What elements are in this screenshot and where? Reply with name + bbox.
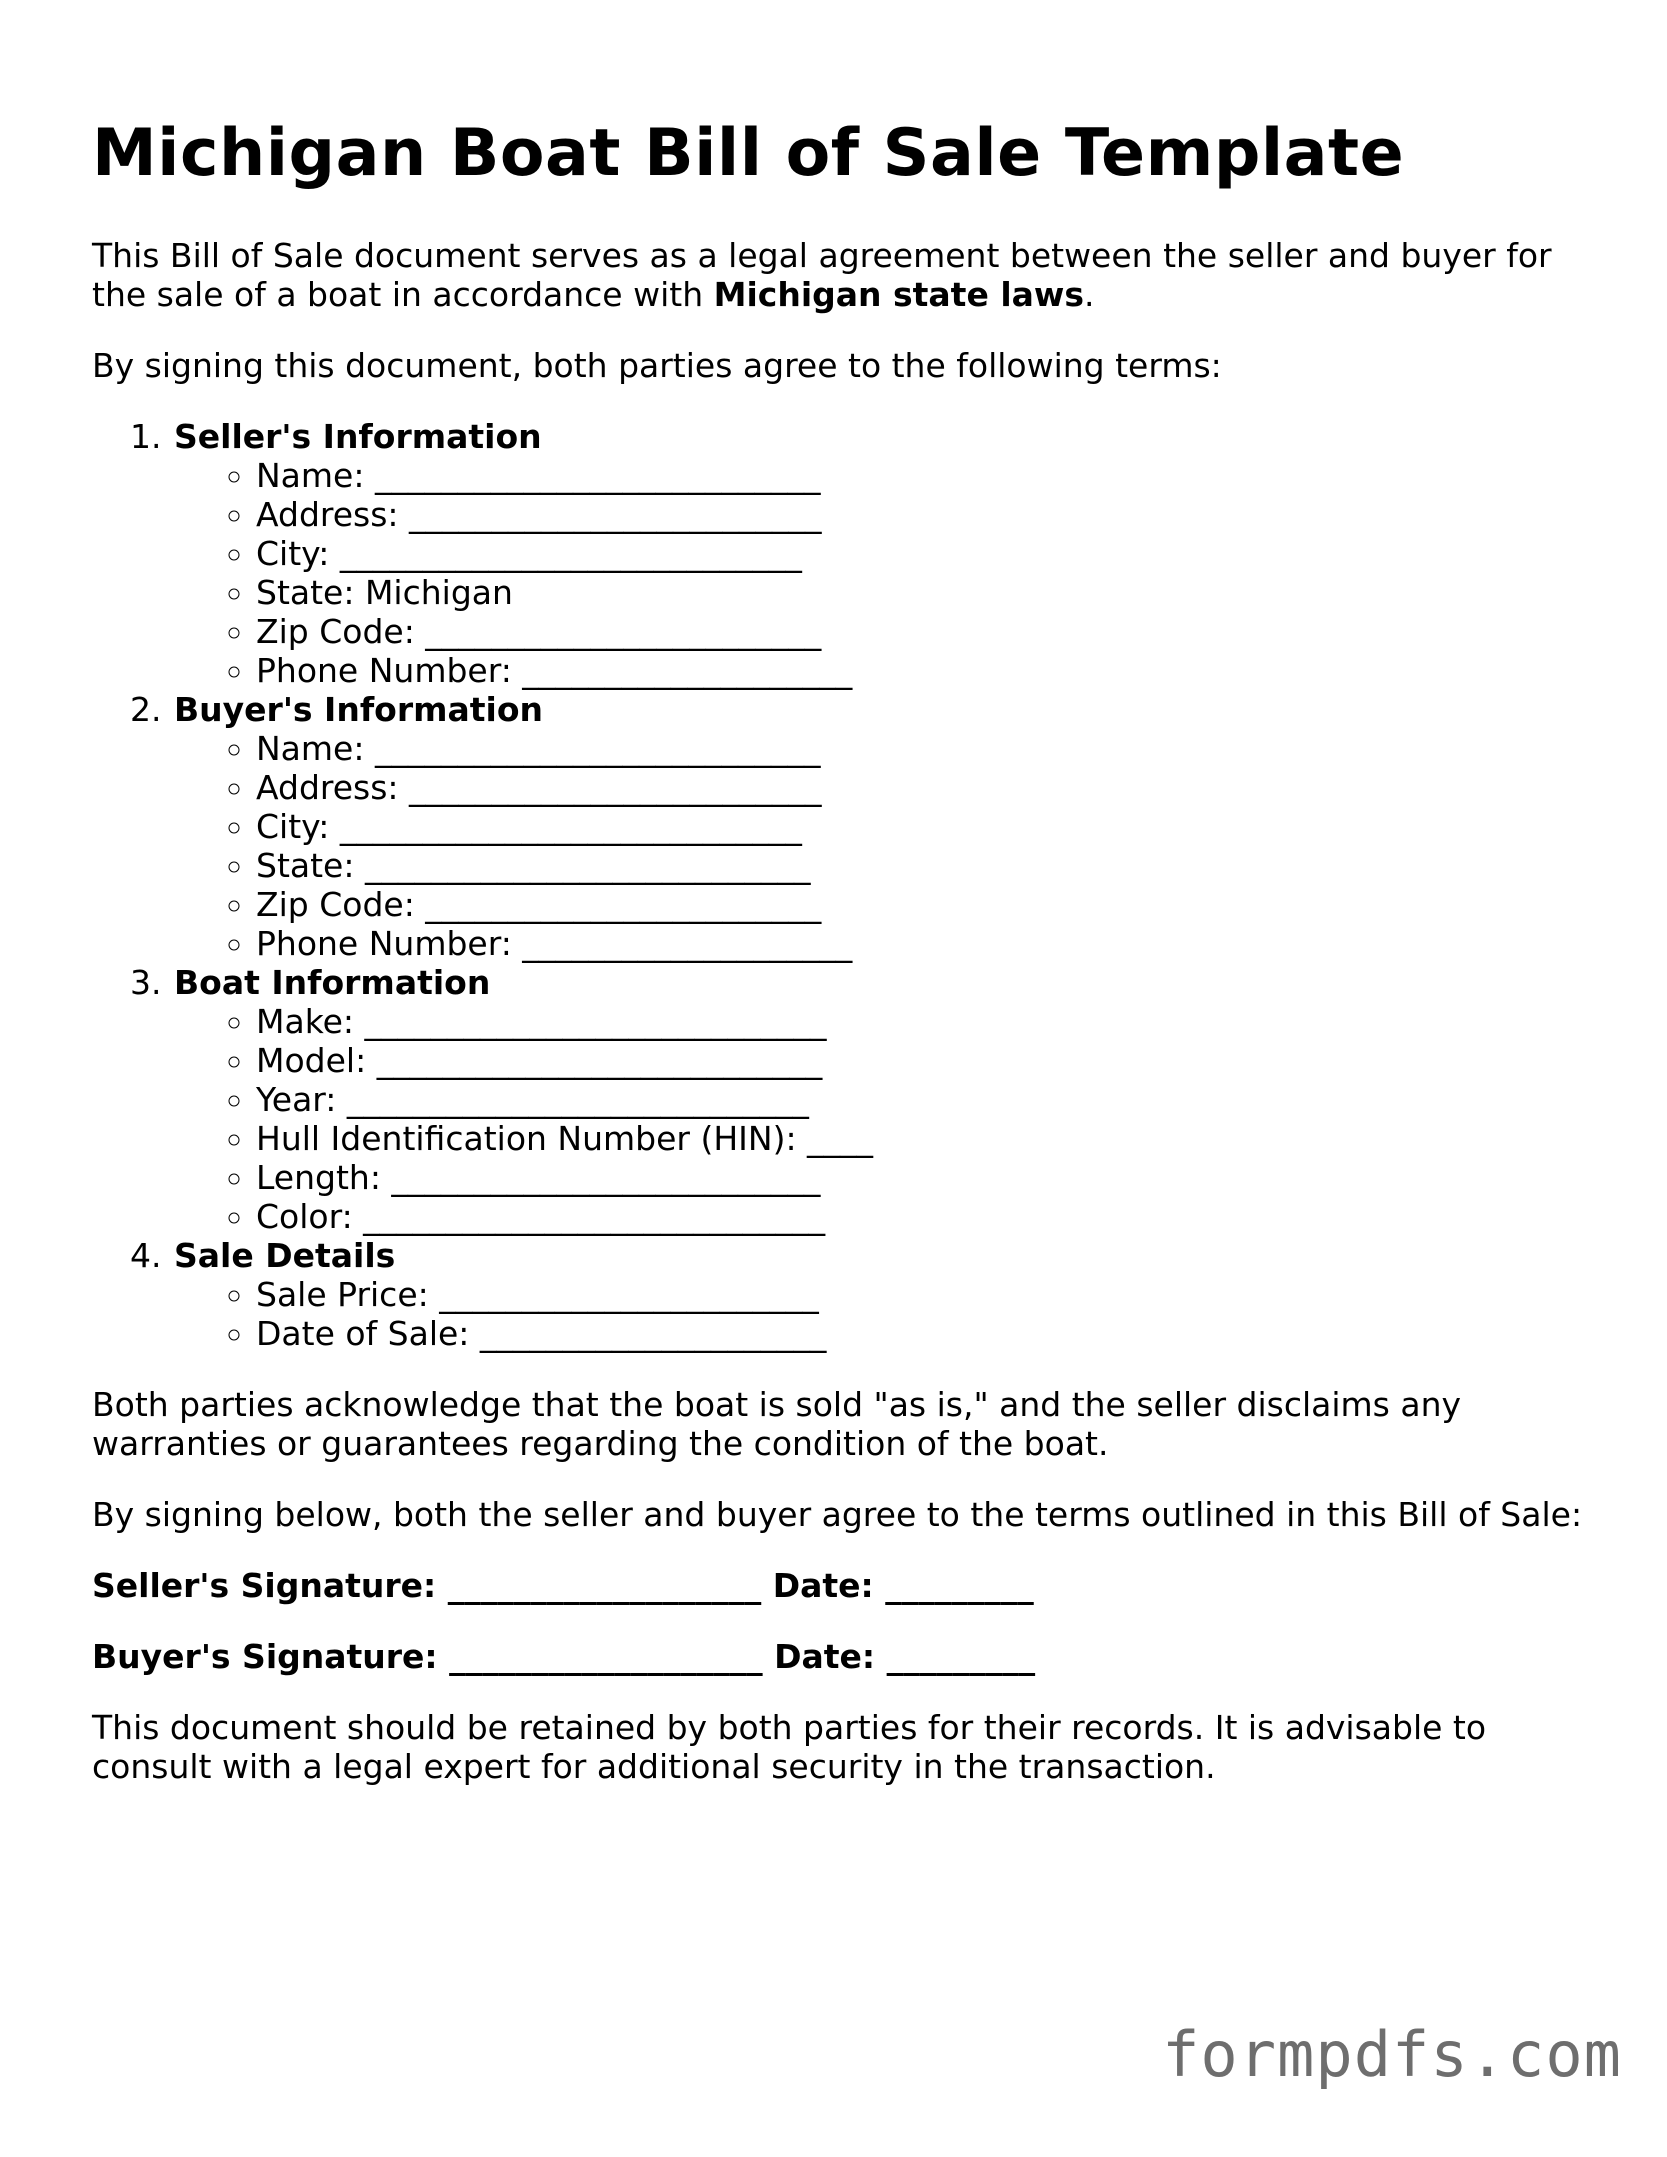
document-page [92, 112, 1592, 1786]
signing-intro-paragraph: By signing below, both the seller and buyer agree to the terms outlined in this Bill of Sale: [92, 1495, 1583, 1534]
field-seller-name: ◦ Name: ___________________________ [256, 456, 1592, 495]
intro-paragraph [92, 236, 1592, 314]
field-list [174, 729, 1592, 963]
retention-paragraph: This document should be retained by both parties for their records. It is advisable to consult with a legal expert for additional security in the transaction. [92, 1708, 1487, 1786]
section-title: Boat Information [174, 963, 491, 1002]
intro-text-end: . [1084, 275, 1095, 314]
field-boat-year: ◦ Year: ____________________________ [256, 1080, 1592, 1119]
field-buyer-phone: ◦ Phone Number: ____________________ [256, 924, 1592, 963]
field-seller-city: ◦ City: ____________________________ [256, 534, 1592, 573]
field-buyer-name: ◦ Name: ___________________________ [256, 729, 1592, 768]
intro-text: This Bill of Sale document serves as a legal agreement between the seller and buyer for the sale of a boat in accordance with [92, 236, 1552, 314]
acknowledgement-paragraph: Both parties acknowledge that the boat is sold "as is," and the seller disclaims any warranties or guarantees regarding the condition of the boat. [92, 1385, 1462, 1463]
field-seller-phone: ◦ Phone Number: ____________________ [256, 651, 1592, 690]
seller-signature-line: Seller's Signature: ___________________ Date: _________ [92, 1566, 1034, 1605]
field-list [174, 456, 1592, 690]
field-seller-address: ◦ Address: _________________________ [256, 495, 1592, 534]
document-title: Michigan Boat Bill of Sale Template [92, 116, 1405, 191]
field-sale-date: ◦ Date of Sale: _____________________ [256, 1314, 1592, 1353]
field-seller-zip: ◦ Zip Code: ________________________ [256, 612, 1592, 651]
field-buyer-state: ◦ State: ___________________________ [256, 846, 1592, 885]
section-boat-information [172, 963, 1592, 1236]
section-title: Sale Details [174, 1236, 396, 1275]
agree-paragraph: By signing this document, both parties agree to the following terms: [92, 346, 1222, 385]
section-title: Buyer's Information [174, 690, 544, 729]
intro-bold-text: Michigan state laws [713, 275, 1085, 314]
section-sale-details [172, 1236, 1592, 1353]
field-list [174, 1002, 1592, 1236]
field-boat-hin: ◦ Hull Identification Number (HIN): ____ [256, 1119, 1592, 1158]
field-boat-color: ◦ Color: ____________________________ [256, 1197, 1592, 1236]
field-boat-model: ◦ Model: ___________________________ [256, 1041, 1592, 1080]
field-boat-make: ◦ Make: ____________________________ [256, 1002, 1592, 1041]
field-buyer-address: ◦ Address: _________________________ [256, 768, 1592, 807]
field-sale-price: ◦ Sale Price: _______________________ [256, 1275, 1592, 1314]
field-buyer-zip: ◦ Zip Code: ________________________ [256, 885, 1592, 924]
section-buyers-information [172, 690, 1592, 963]
field-boat-length: ◦ Length: __________________________ [256, 1158, 1592, 1197]
section-sellers-information [172, 417, 1592, 690]
terms-list [92, 417, 1592, 1353]
field-seller-state: ◦ State: Michigan [256, 573, 1592, 612]
section-title: Seller's Information [174, 417, 542, 456]
field-buyer-city: ◦ City: ____________________________ [256, 807, 1592, 846]
buyer-signature-line: Buyer's Signature: ___________________ Date: _________ [92, 1637, 1036, 1676]
watermark-logo: formpdfs.com [1162, 2018, 1622, 2091]
field-list [174, 1275, 1592, 1353]
